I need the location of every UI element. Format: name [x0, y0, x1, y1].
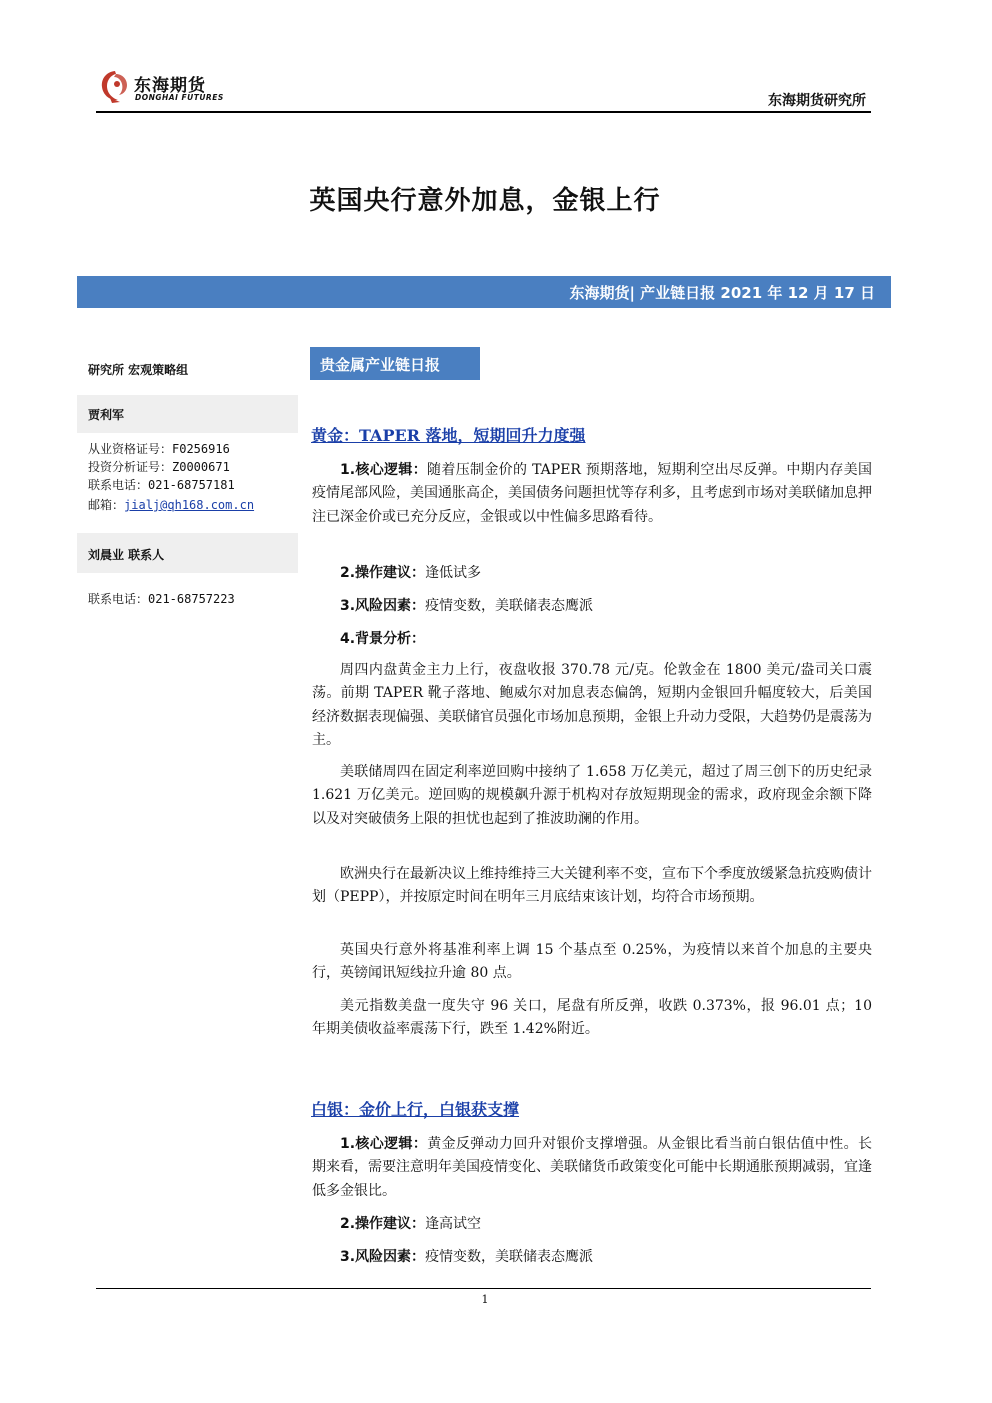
sidebar-analyst2-name: 刘晨业 联系人	[88, 548, 165, 562]
footer-divider	[96, 1288, 871, 1289]
silver-logic-label: 1.核心逻辑：	[340, 1136, 428, 1152]
gold-advice-label: 2.操作建议：	[340, 565, 426, 581]
dragon-logo-icon	[98, 68, 132, 104]
silver-risk-text: 疫情变数，美联储表态鹰派	[425, 1249, 594, 1265]
silver-heading-link[interactable]: 白银：金价上行，白银获支撑	[311, 1100, 520, 1119]
gold-paragraph: 美元指数美盘一度失守 96 关口，尾盘有所反弹，收跌 0.373%，报 96.01 点；10 年期美债收益率震荡下行，跌至 1.42%附近。	[312, 998, 872, 1038]
gold-paragraph: 欧洲央行在最新决议上维持维持三大关键利率不变，宣布下个季度放缓紧急抗疫购债计划（PEPP），并按原定时间在明年三月底结束该计划，均符合市场预期。	[312, 866, 872, 906]
silver-risk	[340, 1246, 593, 1266]
sidebar-analyst1-phone: 联系电话：021-68757181	[88, 478, 235, 492]
gold-advice-text: 逢低试多	[425, 565, 482, 581]
gold-risk-label: 3.风险因素：	[340, 598, 426, 614]
silver-core-logic	[312, 1133, 872, 1203]
email-label: 邮箱：	[88, 498, 125, 512]
silver-advice-label: 2.操作建议：	[340, 1216, 426, 1232]
gold-paragraph: 英国央行意外将基准利率上调 15 个基点至 0.25%，为疫情以来首个加息的主要央行，英镑闻讯短线拉升逾 80 点。	[312, 942, 872, 982]
gold-risk	[340, 595, 593, 615]
silver-logic-text: 黄金反弹动力回升对银价支撑增强。从金银比看当前白银估值中性。长期来看，需要注意明年美国疫情变化、美联储货币政策变化可能中长期通胀预期减弱，宜逢低多金银比。	[312, 1136, 872, 1199]
silver-risk-label: 3.风险因素：	[340, 1249, 426, 1265]
gold-logic-text: 随着压制金价的 TAPER 预期落地，短期利空出尽反弹。中期内存美国疫情尾部风险，美国通胀高企，美国债务问题担忧等存利多，且考虑到市场对美联储加息押注已深金价或已充分反应，金银或以中性偏多思路看待。	[312, 462, 872, 525]
email-link[interactable]: jialj@qh168.com.cn	[124, 498, 255, 512]
sidebar-analyst1-investment-id: 投资分析证号：Z0000671	[88, 460, 230, 474]
gold-background-label: 4.背景分析：	[340, 631, 426, 647]
silver-advice-text: 逢高试空	[425, 1216, 482, 1232]
section-tag-text: 贵金属产业链日报	[320, 356, 441, 374]
sidebar-department: 研究所 宏观策略组	[88, 363, 189, 377]
sidebar-analyst1-email-row	[88, 496, 254, 513]
sidebar-analyst1-qualification: 从业资格证号：F0256916	[88, 442, 230, 456]
gold-core-logic	[312, 459, 872, 529]
section-tag	[310, 347, 480, 380]
silver-advice	[340, 1213, 481, 1233]
logo-en-text: DONGHAI FUTURES	[135, 93, 224, 102]
sidebar-analyst1-name: 贾利军	[88, 408, 125, 422]
gold-paragraph: 周四内盘黄金主力上行，夜盘收报 370.78 元/克。伦敦金在 1800 美元/盎司关口震荡。前期 TAPER 靴子落地、鲍威尔对加息表态偏鸽，短期内金银回升幅度较大，后美国经济数据表现偏强、美联储官员强化市场加息预期，金银上升动力受限，大趋势仍是震荡为主。	[312, 662, 872, 748]
gold-background	[340, 628, 425, 648]
report-title: 英国央行意外加息，金银上行	[309, 186, 661, 216]
report-banner	[77, 276, 891, 308]
logo-cn-text: 东海期货	[134, 76, 206, 96]
header-divider	[96, 111, 871, 113]
gold-logic-label: 1.核心逻辑：	[340, 462, 428, 478]
gold-risk-text: 疫情变数，美联储表态鹰派	[425, 598, 594, 614]
institute-name: 东海期货研究所	[768, 93, 866, 109]
sidebar-analyst2-phone: 联系电话：021-68757223	[88, 592, 235, 606]
gold-paragraph: 美联储周四在固定利率逆回购中接纳了 1.658 万亿美元，超过了周三创下的历史纪录 1.621 万亿美元。逆回购的规模飙升源于机构对存放短期现金的需求，政府现金余额下降以及对突破债务上限的担忧也起到了推波助澜的作用。	[312, 764, 872, 827]
gold-advice	[340, 562, 481, 582]
company-logo	[98, 68, 228, 106]
banner-text: 东海期货| 产业链日报 2021 年 12 月 17 日	[569, 284, 875, 302]
gold-heading-link[interactable]: 黄金：TAPER 落地，短期回升力度强	[311, 426, 586, 445]
page-number: 1	[481, 1293, 489, 1306]
